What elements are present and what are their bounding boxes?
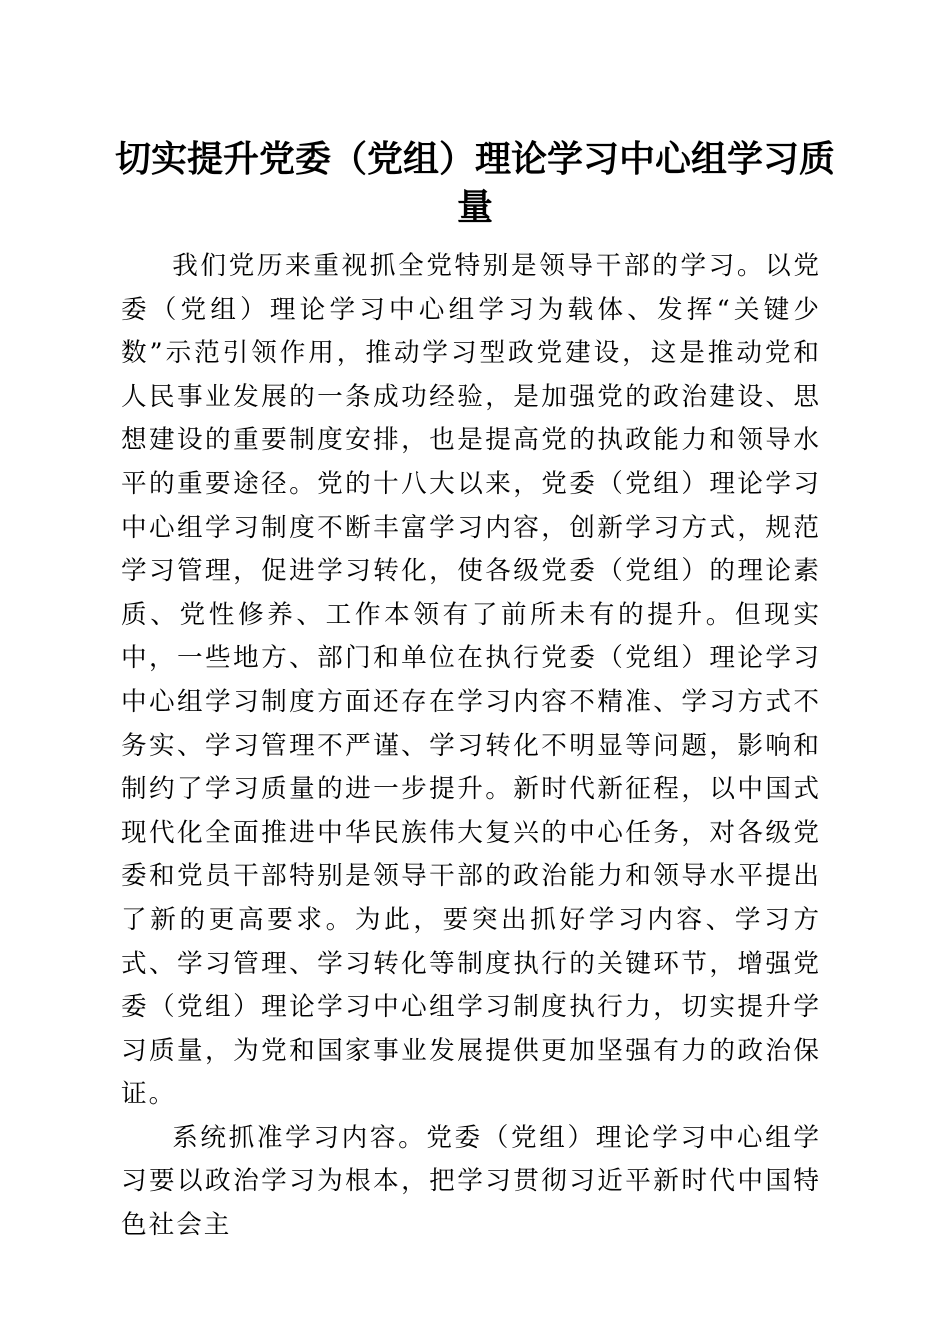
paragraph-intro: 我们党历来重视抓全党特别是领导干部的学习。以党委（党组）理论学习中心组学习为载体、发挥“关键少数”示范引领作用，推动学习型政党建设，这是推动党和人民事业发展的一条成功经验，是加强党的政治建设、思想建设的重要制度安排，也是提高党的执政能力和领导水平的重要途径。党的十八大以来，党委（党组）理论学习中心组学习制度不断丰富学习内容，创新学习方式，规范学习管理，促进学习转化，使各级党委（党组）的理论素质、党性修养、工作本领有了前所未有的提升。但现实中，一些地方、部门和单位在执行党委（党组）理论学习中心组学习制度方面还存在学习内容不精准、学习方式不务实、学习管理不严谨、学习转化不明显等问题，影响和制约了学习质量的进一步提升。新时代新征程，以中国式现代化全面推进中华民族伟大复兴的中心任务，对各级党委和党员干部特别是领导干部的政治能力和领导水平提出了新的更高要求。为此，要突出抓好学习内容、学习方式、学习管理、学习转化等制度执行的关键环节，增强党委（党组）理论学习中心组学习制度执行力，切实提升学习质量，为党和国家事业发展提供更加坚强有力的政治保证。 — [121, 251, 821, 1110]
document-body — [121, 245, 821, 1248]
paragraph-learning-content: 系统抓准学习内容。党委（党组）理论学习中心组学习要以政治学习为根本，把学习贯彻习近平新时代中国特色社会主 — [121, 1122, 821, 1241]
document-title: 切实提升党委（党组）理论学习中心组学习质量 — [114, 138, 835, 228]
